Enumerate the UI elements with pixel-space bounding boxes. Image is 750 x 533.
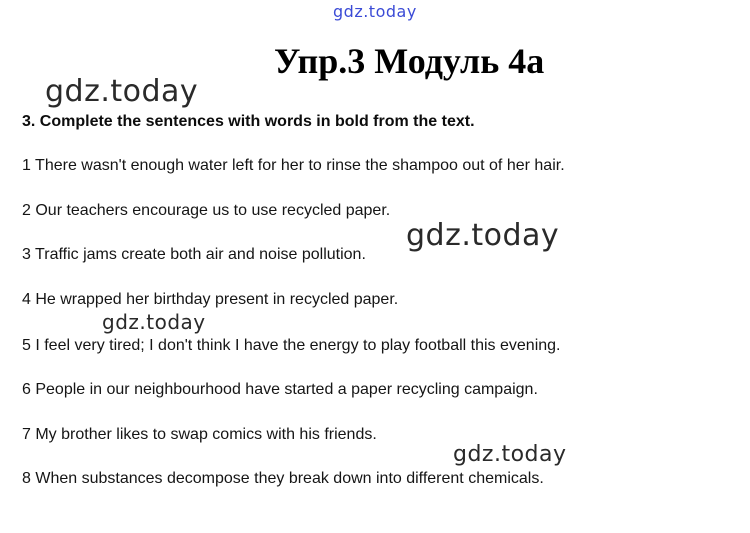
sentence-6: 6 People in our neighbourhood have started a paper recycling campaign. [22,381,538,398]
sentence-2: 2 Our teachers encourage us to use recycled paper. [22,202,391,219]
sentence-7: 7 My brother likes to swap comics with his friends. [22,426,377,443]
sentence-1: 1 There wasn't enough water left for her to rinse the shampoo out of her hair. [22,157,565,174]
watermark: gdz.today [453,442,567,467]
watermark-top: gdz.today [333,2,417,21]
sentence-5: 5 I feel very tired; I don't think I have the energy to play football this evening. [22,337,561,354]
sentence-3: 3 Traffic jams create both air and noise pollution. [22,246,366,263]
sentence-8: 8 When substances decompose they break down into different chemicals. [22,470,544,487]
sentence-4: 4 He wrapped her birthday present in recycled paper. [22,291,399,308]
watermark: gdz.today [406,218,560,253]
page-title: Упр.3 Модуль 4а [274,41,545,81]
watermark: gdz.today [102,310,206,334]
watermark: gdz.today [45,74,199,109]
task-instruction: 3. Complete the sentences with words in bold from the text. [22,113,475,130]
